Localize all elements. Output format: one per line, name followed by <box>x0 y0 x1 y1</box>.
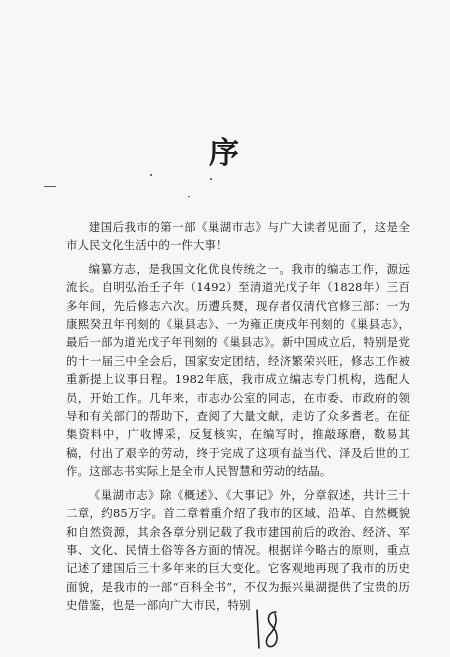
scan-speck <box>150 174 152 176</box>
page-number-mark <box>248 606 288 652</box>
paragraph: 编纂方志，是我国文化优良传统之一。我市的编志工作，源远流长。自明弘治壬子年（1492）至清道光戊子年（1828年）三百多年间，先后修志六次。历遭兵燹，现存者仅清代官修三部：一为康熙癸丑年刊刻的《巢县志》、一为雍正庚戌年刊刻的《巢县志》，最后一部为道光戊子年刊刻的《巢县志》。新中国成立后，特别是党的十一届三中全会后，国家安定团结，经济繁荣兴旺，修志工作被重新提上议事日程。1982年底，我市成立编志专门机构，选配人员，开始工作。几年来，市志办公室的同志，在市委、市政府的领导和有关部门的帮助下，查阅了大量文献，走访了众多耆老。在征集资料中，广收博采，反复核实，在编写时，推敲琢磨，数易其稿，付出了艰辛的劳动，终于完成了这项有益当代、泽及后世的工作。这部志书实际上是全市人民智慧和劳动的结晶。 <box>66 261 410 479</box>
scan-speck <box>210 178 212 180</box>
scan-mark <box>44 186 56 187</box>
paragraph: 建国后我市的第一部《巢湖市志》与广大读者见面了，这是全市人民文化生活中的一件大事！ <box>66 220 410 253</box>
page-title: 序 <box>209 136 241 171</box>
handwritten-page-number <box>248 606 288 652</box>
body-text <box>66 218 410 615</box>
scan-speck <box>188 196 190 197</box>
paragraph: 《巢湖市志》除《概述》、《大事记》外，分章叙述，共计三十二章，约85万字。首二章着重介绍了我市的区域、沿革、自然概貌和自然资源，其余各章分别记载了我市建国前后的政治、经济、军事、文化、民情土俗等各方面的情况。根据详今略古的原则，重点记述了建国后三十多年来的巨大变化。它客观地再现了我市的历史面貌，是我市的一部“百科全书”，不仅为振兴巢湖提供了宝贵的历史借鉴，也是一部向广大市民，特别 <box>66 487 410 613</box>
